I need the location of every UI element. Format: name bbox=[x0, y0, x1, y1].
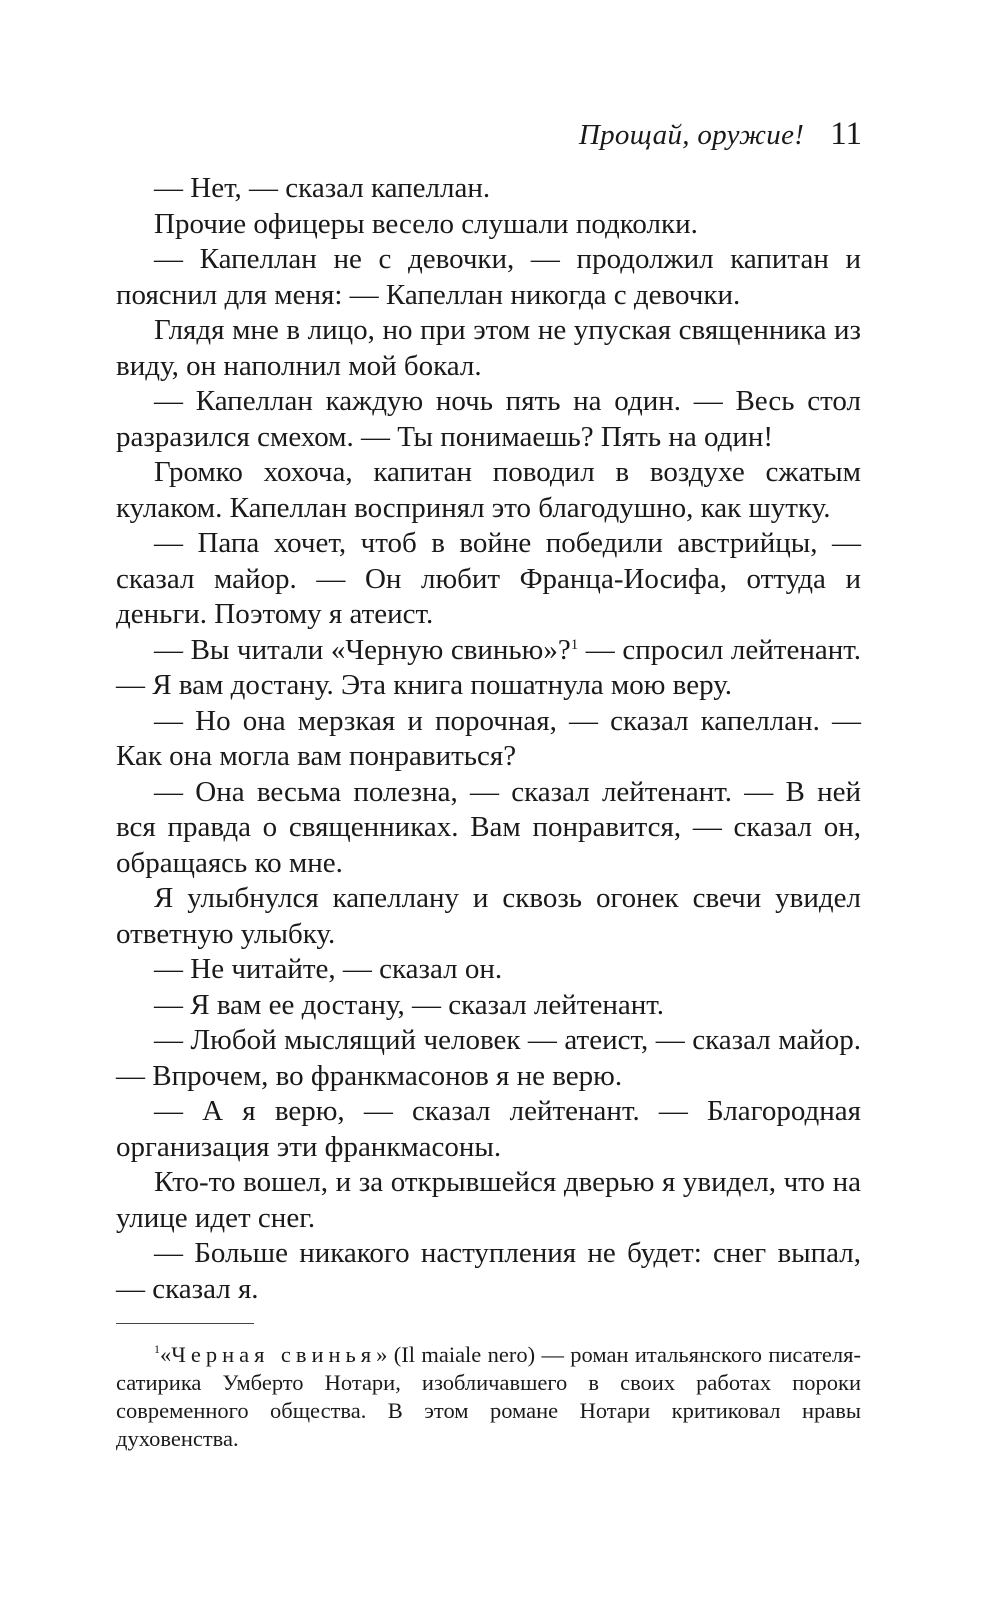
paragraph: — Не читайте, — сказал он. bbox=[154, 953, 503, 985]
paragraph: Громко хохоча, капитан поводил в воздухе сжатым кулаком. Капеллан воспринял это благодушно, как шутку. bbox=[116, 456, 861, 524]
paragraph-text: — Вы читали «Черную свинью»? bbox=[154, 633, 571, 666]
paragraph-text: — спросил лейтенант. — Я вам достану. Эта книга пошатнула мою веру. bbox=[116, 633, 861, 701]
body-text bbox=[116, 171, 861, 1307]
footnote-text: (Il maiale nero) — роман итальянского писателя-сатирика Умберто Нотари, изобличавшего в своих работах пороки современного общества. В этом романе Нотари критиковал нравы духовенства. bbox=[116, 1342, 861, 1451]
paragraph: — Капеллан каждую ночь пять на один. — Весь стол разразился смехом. — Ты понимаешь? Пять на один! bbox=[116, 385, 861, 453]
paragraph: Я улыбнулся капеллану и сквозь огонек свечи увидел ответную улыбку. bbox=[116, 882, 861, 950]
footnote-reference[interactable]: 1 bbox=[570, 636, 579, 653]
paragraph: Глядя мне в лицо, но при этом не упуская священника из виду, он наполнил мой бокал. bbox=[116, 314, 861, 382]
footnote bbox=[116, 1341, 861, 1453]
paragraph-with-footnote-ref bbox=[116, 633, 861, 704]
footnote-divider bbox=[116, 1323, 254, 1324]
paragraph: — Любой мыслящий человек — атеист, — сказал майор. — Впрочем, во франкмасонов я не верю. bbox=[116, 1024, 861, 1092]
book-title: Прощай, оружие! bbox=[578, 119, 805, 151]
paragraph: — Капеллан не с девочки, — продолжил капитан и пояснил для меня: — Капеллан никогда с девочки. bbox=[116, 243, 861, 311]
paragraph: — Больше никакого наступления не будет: снег выпал, — сказал я. bbox=[116, 1237, 861, 1305]
paragraph: — Я вам ее достану, — сказал лейтенант. bbox=[154, 988, 664, 1021]
footnote-marker: 1 bbox=[154, 1342, 160, 1356]
running-head bbox=[579, 116, 862, 153]
paragraph: Прочие офицеры весело слушали подколки. bbox=[154, 207, 698, 240]
paragraph: Кто-то вошел, и за открывшейся дверью я увидел, что на улице идет снег. bbox=[116, 1166, 861, 1234]
paragraph: — Она весьма полезна, — сказал лейтенант. — В ней вся правда о священниках. Вам понравится, — сказал он, обращаясь ко мне. bbox=[116, 775, 861, 879]
paragraph: — Нет, — сказал капеллан. bbox=[154, 172, 491, 204]
paragraph: — А я верю, — сказал лейтенант. — Благородная организация эти франкмасоны. bbox=[116, 1095, 861, 1163]
paragraph: — Папа хочет, чтоб в войне победили австрийцы, — сказал майор. — Он любит Франца-Иосифа, оттуда и деньги. Поэтому я атеист. bbox=[116, 527, 861, 630]
paragraph: — Но она мерзкая и порочная, — сказал капеллан. — Как она могла вам понравиться? bbox=[116, 704, 861, 772]
footnote-open-quote: « bbox=[160, 1342, 172, 1367]
page-number: 11 bbox=[830, 116, 862, 152]
footnote-close-quote: » bbox=[376, 1342, 388, 1367]
footnote-title: Черная свинья bbox=[171, 1342, 377, 1367]
